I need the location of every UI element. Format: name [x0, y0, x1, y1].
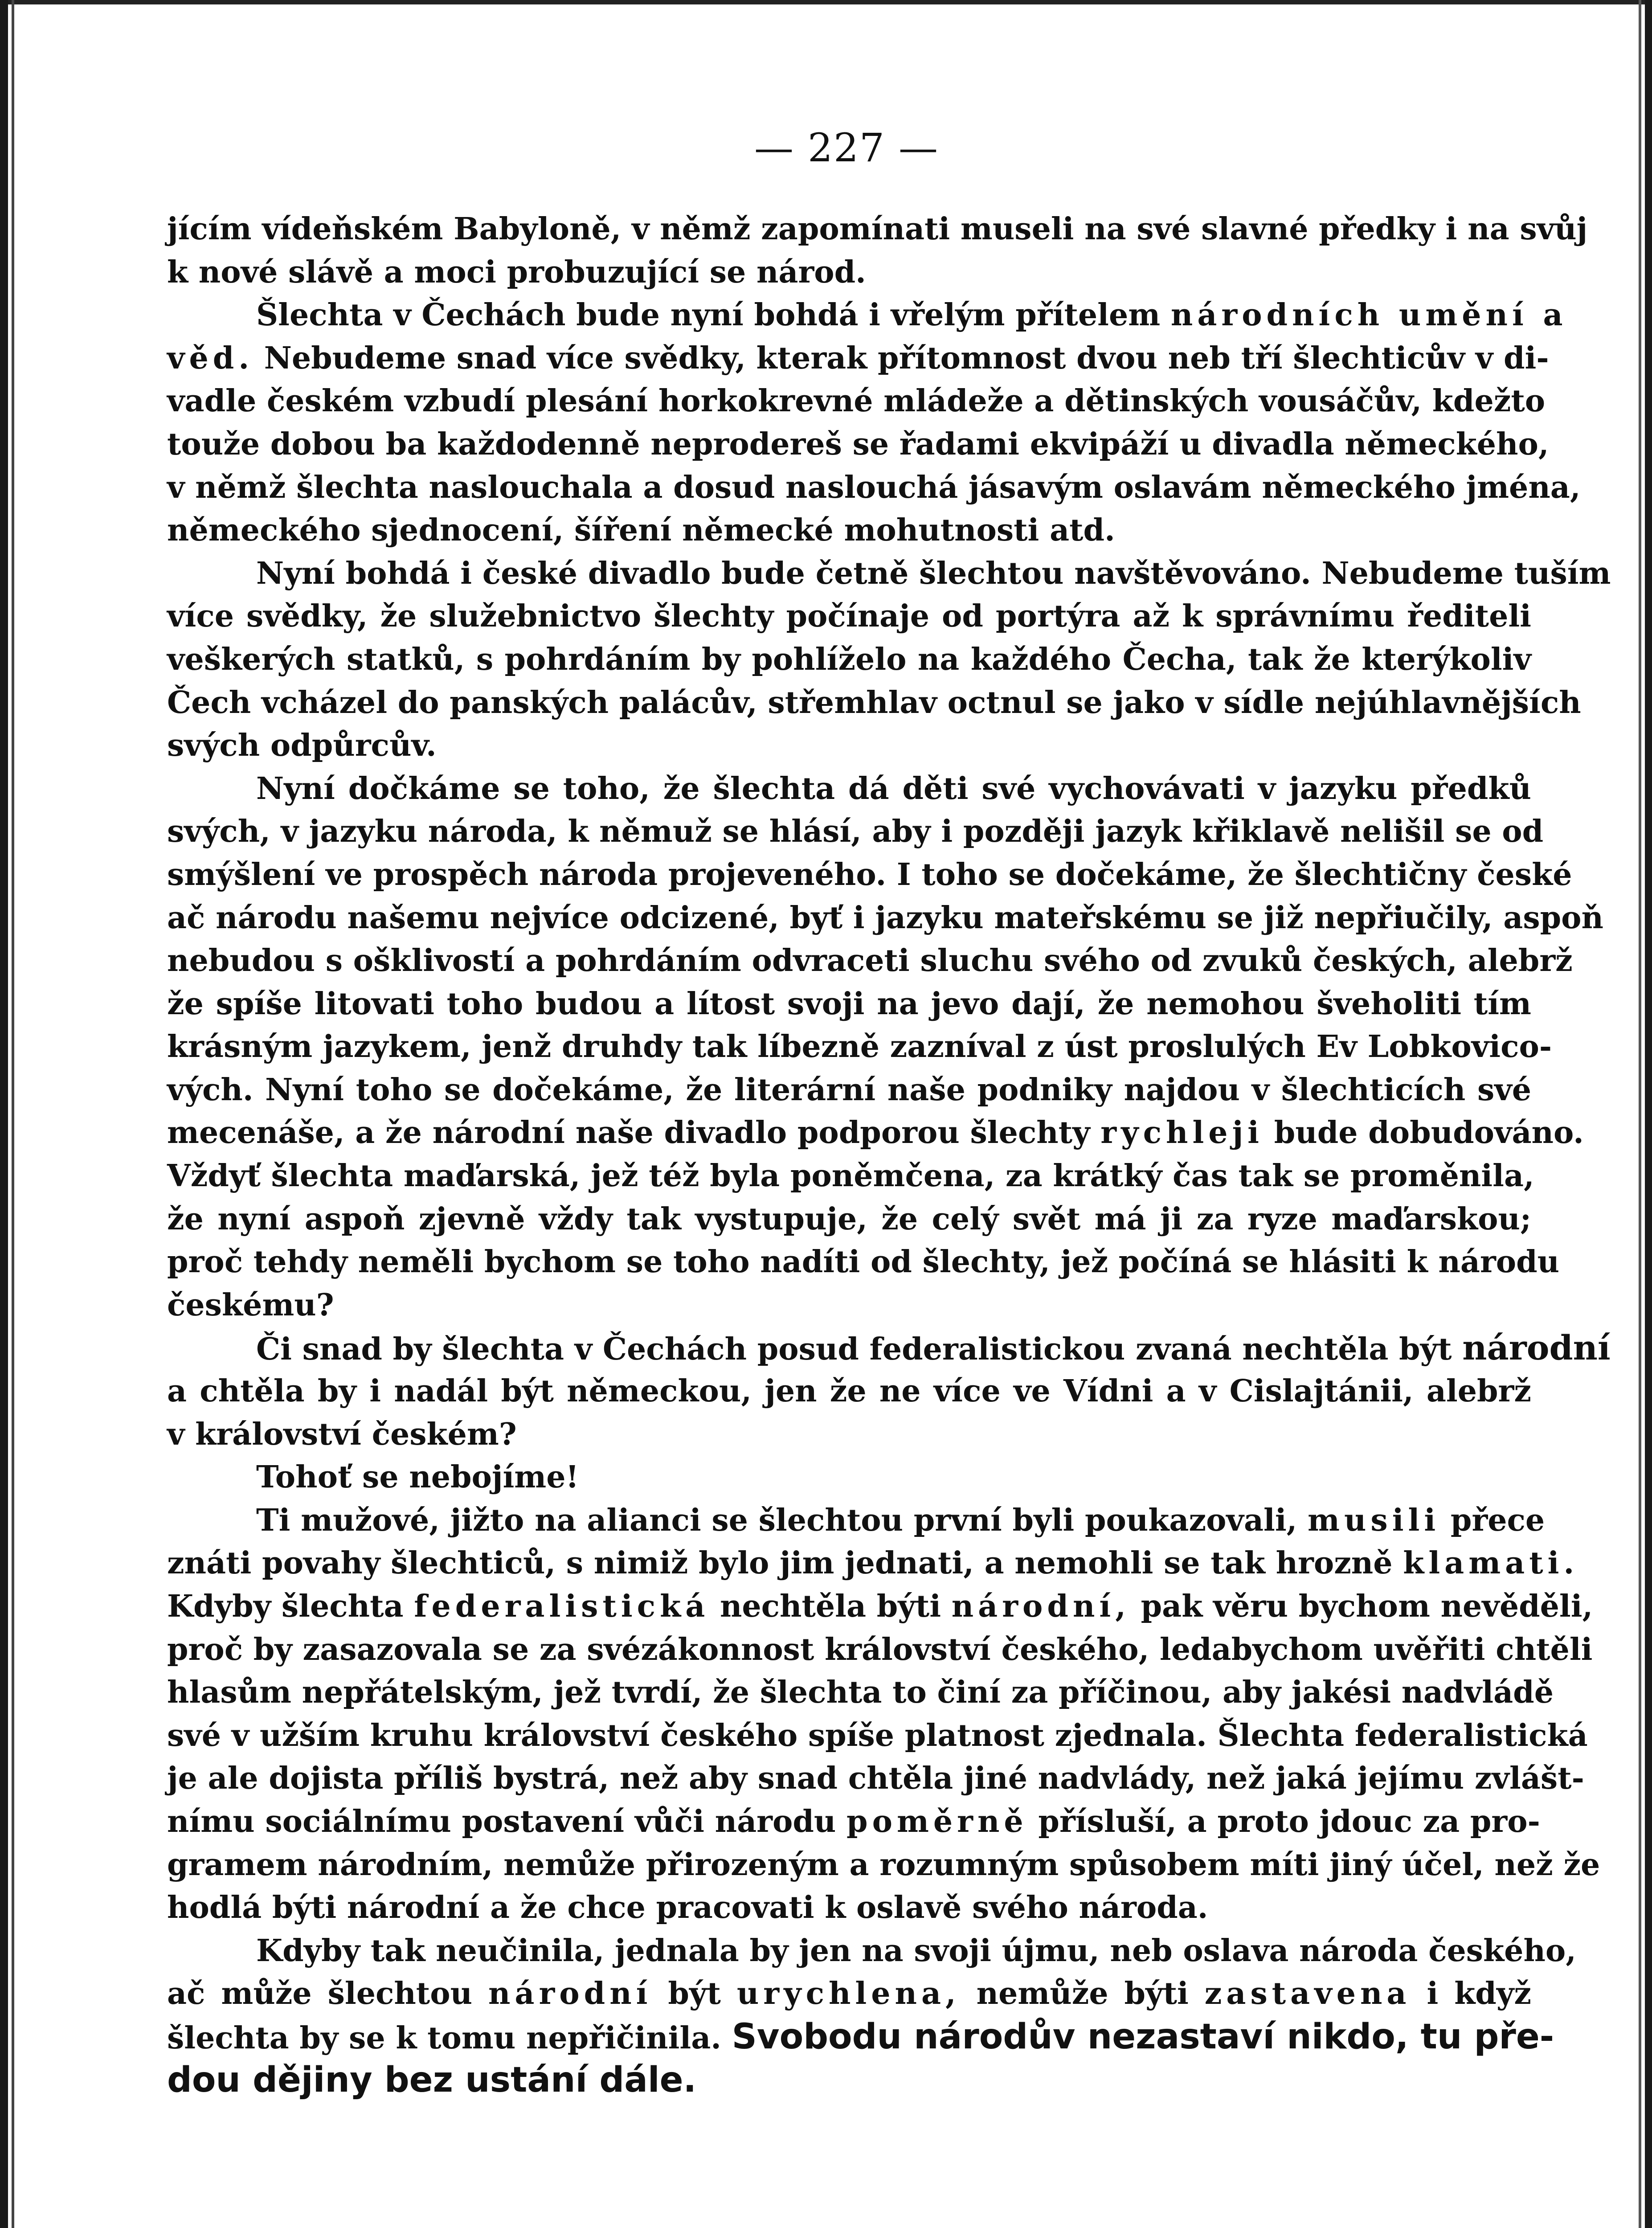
text-line — [167, 1111, 1584, 1155]
text-line: své v užším kruhu království českého spíše platnost zjednala. Šlechta federalistická — [167, 1717, 1588, 1753]
text-span: být — [668, 1976, 721, 2012]
text-span: Nebudeme snad více svědky, kterak přítomnost dvou neb tří šlechticův v di- — [264, 340, 1549, 376]
text-line: svých, v jazyku národa, k němuž se hlásí, aby i později jazyk křiklavě nelišil se od — [167, 814, 1544, 850]
text-line: hlasům nepřátelským, jež tvrdí, že šlechta to činí za příčinou, aby jakési nadvládě — [167, 1675, 1554, 1711]
text-line: ač národu našemu nejvíce odcizené, byť i jazyku mateřskému se již nepřiučily, aspoň — [167, 900, 1603, 936]
text-line: touže dobou ba každodenně neprodereš se řadami ekvipáží u divadla německého, — [167, 426, 1549, 462]
text-line: v království českém? — [167, 1416, 517, 1452]
text-span: ač může šlechtou — [167, 1976, 473, 2012]
scan-edge-left — [0, 0, 8, 2228]
text-line — [167, 1542, 1579, 1585]
text-line — [167, 1800, 1540, 1843]
text-line: proč tehdy neměli bychom se toho nadíti od šlechty, jež počíná se hlásiti k národu — [167, 1244, 1560, 1280]
text-span: znáti povahy šlechticů, s nimiž bylo jim jednati, a nemohli se tak hrozně — [167, 1545, 1393, 1581]
scan-edge-right-inner — [1639, 0, 1641, 2228]
text-line: Nyní dočkáme se toho, že šlechta dá děti své vychovávati v jazyku předků — [256, 770, 1531, 807]
emphasis-span: národních umění a — [1170, 297, 1567, 333]
text-line: k nové slávě a moci probuzující se národ. — [167, 254, 866, 290]
text-line: hodlá býti národní a že chce pracovati k oslavě svého národa. — [167, 1890, 1208, 1926]
emphasis-span: musili — [1308, 1502, 1440, 1538]
text-line — [167, 294, 1567, 337]
text-line — [167, 337, 1549, 380]
text-line: jícím vídeňském Babyloně, v němž zapomínati museli na své slavné předky i na svůj — [167, 211, 1588, 247]
text-line: veškerých statků, s pohrdáním by pohlíželo na každého Čecha, tak že kterýkoliv — [167, 641, 1531, 677]
text-line — [167, 2015, 1554, 2059]
text-line: že nyní aspoň zjevně vždy tak vystupuje, že celý svět má ji za ryze maďarskou; — [167, 1201, 1531, 1237]
text-line: více svědky, že služebnictvo šlechty počínaje od portýra až k správnímu řediteli — [167, 598, 1531, 635]
text-line: smýšlení ve prospěch národa projeveného. I toho se dočekáme, že šlechtičny české — [167, 856, 1572, 893]
body-text — [167, 208, 1611, 2101]
emphasis-span: poměrně — [846, 1803, 1028, 1839]
text-line: Čech vcházel do panských palácův, střemhlav octnul se jako v sídle nejúhlavnějších — [167, 684, 1581, 721]
text-line: krásným jazykem, jenž druhdy tak líbezně zazníval z úst proslulých Ev Lobkovico- — [167, 1029, 1552, 1065]
text-span: Kdyby šlechta — [167, 1589, 404, 1624]
text-span: Či snad by šlechta v Čechách posud federalistickou zvaná nechtěla být — [256, 1331, 1452, 1368]
text-line: v němž šlechta naslouchala a dosud naslouchá jásavým oslavám německého jména, — [167, 469, 1581, 505]
text-span: nemůže býti — [976, 1976, 1189, 2012]
closing-emphasis: Svobodu národův nezastaví nikdo, tu pře- — [732, 2016, 1554, 2057]
text-line: vadle českém vzbudí plesání horkokrevné mládeže a dětinských vousáčův, kdežto — [167, 383, 1546, 419]
text-span: přísluší, a proto jdouc za pro- — [1038, 1803, 1540, 1839]
scan-edge-right — [1645, 0, 1652, 2228]
scan-edge-left-inner — [12, 0, 14, 2228]
text-span: bude dobudováno. — [1274, 1115, 1584, 1151]
text-line: Tohoť se nebojíme! — [256, 1459, 579, 1495]
text-line — [167, 1327, 1611, 1370]
text-line — [167, 1972, 1531, 2015]
text-line — [167, 2059, 1531, 2102]
text-line: vých. Nyní toho se dočekáme, že literární naše podniky najdou v šlechticích své — [167, 1072, 1531, 1108]
emphasis-span: federalistická — [414, 1589, 710, 1624]
emphasis-span: klamati. — [1403, 1545, 1579, 1581]
emphasis-span: národní — [1462, 1328, 1611, 1368]
text-line: gramem národním, nemůže přirozeným a rozumným spůsobem míti jiný účel, než že — [167, 1847, 1600, 1883]
text-span: i když — [1427, 1976, 1531, 2012]
emphasis-span: národní — [488, 1976, 652, 2012]
text-span: mecenáše, a že národní naše divadlo podporou šlechty — [167, 1115, 1090, 1151]
text-line: nebudou s ošklivostí a pohrdáním odvraceti sluchu svého od zvuků českých, alebrž — [167, 943, 1573, 979]
text-line: Kdyby tak neučinila, jednala by jen na svoji újmu, neb oslava národa českého, — [256, 1933, 1576, 1969]
emphasis-span: rychleji — [1100, 1115, 1264, 1151]
text-line: a chtěla by i nadál být německou, jen že ne více ve Vídni a v Cislajtánii, alebrž — [167, 1373, 1531, 1409]
text-line: proč by zasazovala se za svézákonnost království českého, ledabychom uvěřiti chtěli — [167, 1631, 1593, 1667]
emphasis-span: urychlena, — [736, 1976, 961, 2012]
text-line: že spíše litovati toho budou a lítost svoji na jevo dají, že nemohou šveholiti tím — [167, 986, 1531, 1022]
text-line: Vždyť šlechta maďarská, jež též byla poněmčena, za krátký čas tak se proměnila, — [167, 1158, 1534, 1194]
emphasis-span: národní, — [951, 1589, 1130, 1624]
text-span: Šlechta v Čechách bude nyní bohdá i vřelým přítelem — [256, 297, 1161, 333]
text-span: pak věru bychom nevěděli, — [1141, 1589, 1593, 1624]
scan-edge-top — [0, 0, 1652, 4]
text-line — [167, 1499, 1545, 1542]
text-line — [167, 1585, 1593, 1628]
emphasis-span: věd. — [167, 340, 254, 376]
closing-emphasis: dou dějiny bez ustání dále. — [167, 2060, 697, 2100]
emphasis-span: zastavena — [1204, 1976, 1411, 2012]
text-span: nechtěla býti — [720, 1589, 941, 1624]
text-line: českému? — [167, 1287, 334, 1323]
text-span: šlechta by se k tomu nepřičinila. — [167, 2020, 721, 2056]
text-line: svých odpůrcův. — [167, 728, 437, 764]
text-line: je ale dojista příliš bystrá, než aby snad chtěla jiné nadvlády, než jaká jejímu zvlášt- — [167, 1761, 1584, 1797]
text-span: nímu sociálnímu postavení vůči národu — [167, 1803, 836, 1839]
text-span: přece — [1450, 1502, 1545, 1538]
page-number: — 227 — — [754, 125, 939, 171]
text-line: německého sjednocení, šíření německé mohutnosti atd. — [167, 512, 1115, 549]
text-line: Nyní bohdá i české divadlo bude četně šlechtou navštěvováno. Nebudeme tuším — [256, 555, 1611, 591]
text-span: Ti mužové, jižto na alianci se šlechtou první byli poukazovali, — [256, 1502, 1297, 1538]
